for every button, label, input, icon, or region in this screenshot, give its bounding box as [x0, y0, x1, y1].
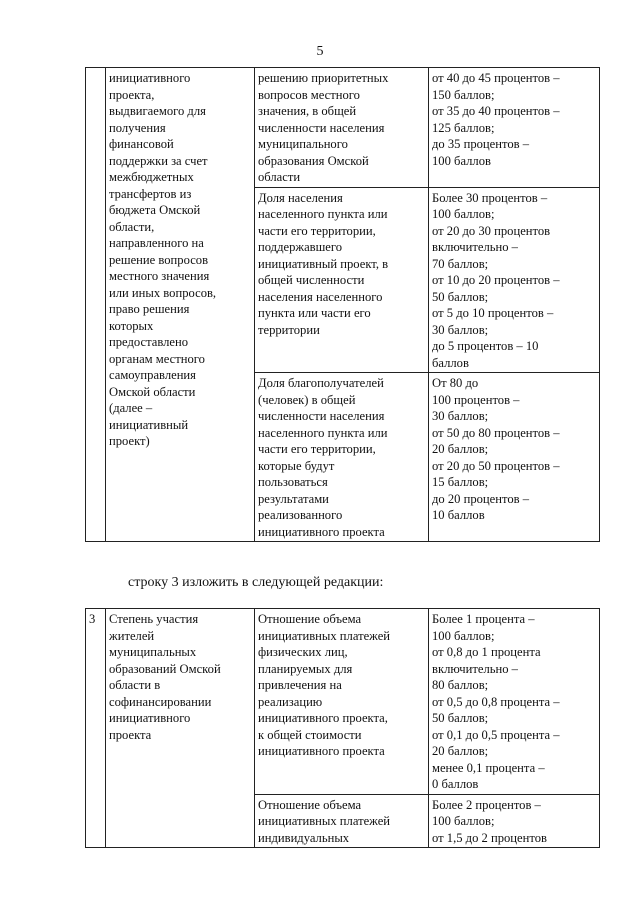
table-row — [86, 609, 600, 795]
criteria-table-continued — [85, 67, 600, 542]
criterion-cell: Отношение объема инициативных платежей индивидуальных — [255, 794, 429, 848]
criteria-table-new-row-3 — [85, 608, 600, 848]
row-number-cell: 3 — [86, 609, 106, 848]
criterion-cell: Доля населения населенного пункта или части его территории, поддержавшего инициативный проект, в общей численности населения населенного пункта или части его территории — [255, 187, 429, 373]
indicator-name-cell: инициативного проекта, выдвигаемого для получения финансовой поддержки за счет межбюджетных трансфертов из бюджета Омской области, направленного на решение вопросов местного значения или иных вопросов, право решения которых предоставлено органам местного самоуправления Омской области (далее – инициативный проект) — [106, 68, 255, 542]
page-number: 5 — [316, 44, 324, 59]
score-cell: Более 1 процента – 100 баллов; от 0,8 до 1 процента включительно – 80 баллов; от 0,5 до 0,8 процента – 50 баллов; от 0,1 до 0,5 процента – 20 баллов; менее 0,1 процента – 0 баллов — [429, 609, 600, 795]
criterion-cell: решению приоритетных вопросов местного значения, в общей численности населения муниципального образования Омской области — [255, 68, 429, 188]
table-row — [86, 68, 600, 188]
score-cell: От 80 до 100 процентов – 30 баллов; от 50 до 80 процентов – 20 баллов; от 20 до 50 процентов – 15 баллов; до 20 процентов – 10 баллов — [429, 373, 600, 542]
row-number-cell — [86, 68, 106, 542]
score-cell: Более 2 процентов – 100 баллов; от 1,5 до 2 процентов — [429, 794, 600, 848]
amendment-instruction: строку 3 изложить в следующей редакции: — [128, 575, 384, 590]
criterion-cell: Отношение объема инициативных платежей физических лиц, планируемых для привлечения на реализацию инициативного проекта, к общей стоимости инициативного проекта — [255, 609, 429, 795]
score-cell: от 40 до 45 процентов – 150 баллов; от 35 до 40 процентов – 125 баллов; до 35 процентов – 100 баллов — [429, 68, 600, 188]
indicator-name-cell: Степень участия жителей муниципальных образований Омской области в софинансировании инициативного проекта — [106, 609, 255, 848]
score-cell: Более 30 процентов – 100 баллов; от 20 до 30 процентов включительно – 70 баллов; от 10 до 20 процентов – 50 баллов; от 5 до 10 процентов – 30 баллов; до 5 процентов – 10 баллов — [429, 187, 600, 373]
criterion-cell: Доля благополучателей (человек) в общей численности населения населенного пункта или части его территории, которые будут пользоваться результатами реализованного инициативного проекта — [255, 373, 429, 542]
